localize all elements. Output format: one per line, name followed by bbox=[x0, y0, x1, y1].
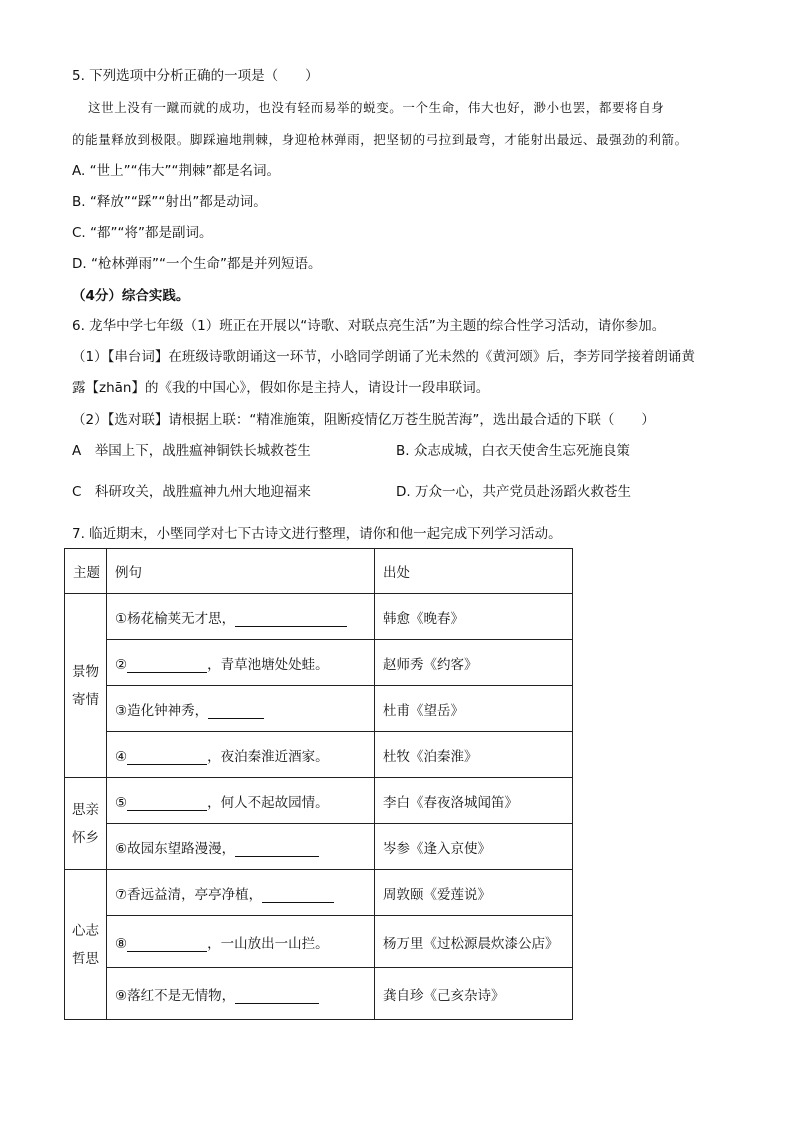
example-cell bbox=[107, 732, 375, 778]
theme-cell bbox=[65, 778, 107, 870]
q6-stem: 6. 龙华中学七年级（1）班正在开展以“诗歌、对联点亮生活”为主题的综合性学习活动，请你参加。 bbox=[72, 318, 666, 334]
answer-blank[interactable] bbox=[127, 657, 207, 673]
source-cell: 韩愈《晚春》 bbox=[375, 594, 573, 640]
item-number: ④ bbox=[115, 748, 128, 765]
q5-option-c: C. “都”“将”都是副词。 bbox=[72, 225, 213, 241]
item-number: ③ bbox=[115, 702, 128, 719]
q7-stem: 7. 临近期末，小塈同学对七下古诗文进行整理，请你和他一起完成下列学习活动。 bbox=[72, 526, 562, 542]
theme-line: 哲思 bbox=[72, 950, 99, 967]
example-cell bbox=[107, 594, 375, 640]
q6-option-b: B. 众志成城，白衣天使舍生忘死施良策 bbox=[396, 443, 630, 459]
source-cell: 杜牧《泊秦淮》 bbox=[375, 732, 573, 778]
theme-line: 思亲 bbox=[72, 801, 99, 818]
header-source: 出处 bbox=[375, 549, 573, 594]
verse-text: ，夜泊秦淮近酒家。 bbox=[207, 748, 329, 765]
example-cell bbox=[107, 968, 375, 1020]
answer-blank[interactable] bbox=[235, 841, 319, 857]
answer-blank[interactable] bbox=[127, 749, 207, 765]
verse-text: ，青草池塘处处蛙。 bbox=[207, 656, 329, 673]
item-number: ⑥ bbox=[115, 840, 128, 857]
section-heading: （4分）综合实践。 bbox=[72, 288, 190, 304]
item-number: ⑨ bbox=[115, 987, 128, 1004]
example-cell bbox=[107, 778, 375, 824]
example-cell bbox=[107, 916, 375, 968]
table-row bbox=[65, 778, 573, 824]
header-example: 例句 bbox=[107, 549, 375, 594]
source-cell: 龚自珍《己亥杂诗》 bbox=[375, 968, 573, 1020]
example-cell bbox=[107, 686, 375, 732]
answer-blank[interactable] bbox=[208, 703, 264, 719]
theme-cell bbox=[65, 594, 107, 778]
answer-blank[interactable] bbox=[262, 887, 334, 903]
item-number: ① bbox=[115, 610, 128, 627]
q5-passage-line-1: 这世上没有一蹴而就的成功，也没有轻而易举的蜕变。一个生命，伟大也好，渺小也罢，都要将自身 bbox=[88, 100, 665, 115]
verse-text: ，一山放出一山拦。 bbox=[207, 935, 329, 952]
q6-part1-line-1: （1）【串台词】在班级诗歌朗诵这一环节，小晗同学朗诵了光未然的《黄河颂》后，李芳同学接着朗诵黄 bbox=[72, 349, 695, 365]
answer-blank[interactable] bbox=[235, 988, 319, 1004]
verse-text: 落红不是无情物， bbox=[127, 987, 236, 1004]
verse-text: 杨花榆荚无才思， bbox=[127, 610, 236, 627]
table-row bbox=[65, 732, 573, 778]
example-cell bbox=[107, 640, 375, 686]
example-cell bbox=[107, 824, 375, 870]
q6-part1-line-2: 露【zhān】的《我的中国心》，假如你是主持人，请设计一段串联词。 bbox=[72, 380, 490, 396]
item-number: ⑧ bbox=[115, 935, 128, 952]
q6-option-c: C 科研攻关，战胜瘟神九州大地迎福来 bbox=[72, 484, 311, 500]
theme-line: 心志 bbox=[72, 922, 99, 939]
theme-cell bbox=[65, 870, 107, 1020]
verse-text: 故园东望路漫漫， bbox=[127, 840, 236, 857]
answer-blank[interactable] bbox=[235, 611, 347, 627]
theme-line: 景物 bbox=[72, 663, 99, 680]
table-row bbox=[65, 686, 573, 732]
table-row bbox=[65, 594, 573, 640]
table-row bbox=[65, 824, 573, 870]
header-theme: 主题 bbox=[65, 549, 107, 594]
q5-passage-line-2: 的能量释放到极限。脚踩遍地荆棘，身迎枪林弹雨，把坚韧的弓拉到最弯，才能射出最远、最强劲的利箭。 bbox=[72, 132, 688, 147]
q6-option-a: A 举国上下，战胜瘟神铜铁长城救苍生 bbox=[72, 443, 311, 459]
poem-table bbox=[64, 548, 573, 1020]
answer-blank[interactable] bbox=[127, 795, 207, 811]
q5-option-d: D. “枪林弹雨”“一个生命”都是并列短语。 bbox=[72, 256, 322, 272]
source-cell: 岑参《逢入京使》 bbox=[375, 824, 573, 870]
item-number: ⑦ bbox=[115, 886, 128, 903]
q6-option-d: D. 万众一心，共产党员赴汤蹈火救苍生 bbox=[396, 484, 631, 500]
q5-stem: 5. 下列选项中分析正确的一项是（ ） bbox=[72, 68, 319, 84]
answer-blank[interactable] bbox=[127, 936, 207, 952]
theme-line: 怀乡 bbox=[72, 829, 99, 846]
q5-option-b: B. “释放”“踩”“射出”都是动词。 bbox=[72, 194, 267, 210]
table-header-row bbox=[65, 549, 573, 594]
example-cell bbox=[107, 870, 375, 916]
source-cell: 李白《春夜洛城闻笛》 bbox=[375, 778, 573, 824]
table-row bbox=[65, 916, 573, 968]
q6-part2: （2）【选对联】请根据上联：“精准施策，阻断疫情亿万苍生脱苦海”，选出最合适的下联（ ） bbox=[72, 412, 655, 428]
item-number: ⑤ bbox=[115, 794, 128, 811]
table-row bbox=[65, 640, 573, 686]
verse-text: ，何人不起故园情。 bbox=[207, 794, 329, 811]
item-number: ② bbox=[115, 656, 128, 673]
table-row bbox=[65, 870, 573, 916]
source-cell: 杜甫《望岳》 bbox=[375, 686, 573, 732]
verse-text: 造化钟神秀， bbox=[127, 702, 209, 719]
source-cell: 赵师秀《约客》 bbox=[375, 640, 573, 686]
verse-text: 香远益清，亭亭净植， bbox=[127, 886, 263, 903]
q5-option-a: A. “世上”“伟大”“荆棘”都是名词。 bbox=[72, 163, 281, 179]
source-cell: 周敦颐《爱莲说》 bbox=[375, 870, 573, 916]
theme-line: 寄情 bbox=[72, 691, 99, 708]
table-row bbox=[65, 968, 573, 1020]
source-cell: 杨万里《过松源晨炊漆公店》 bbox=[375, 916, 573, 968]
